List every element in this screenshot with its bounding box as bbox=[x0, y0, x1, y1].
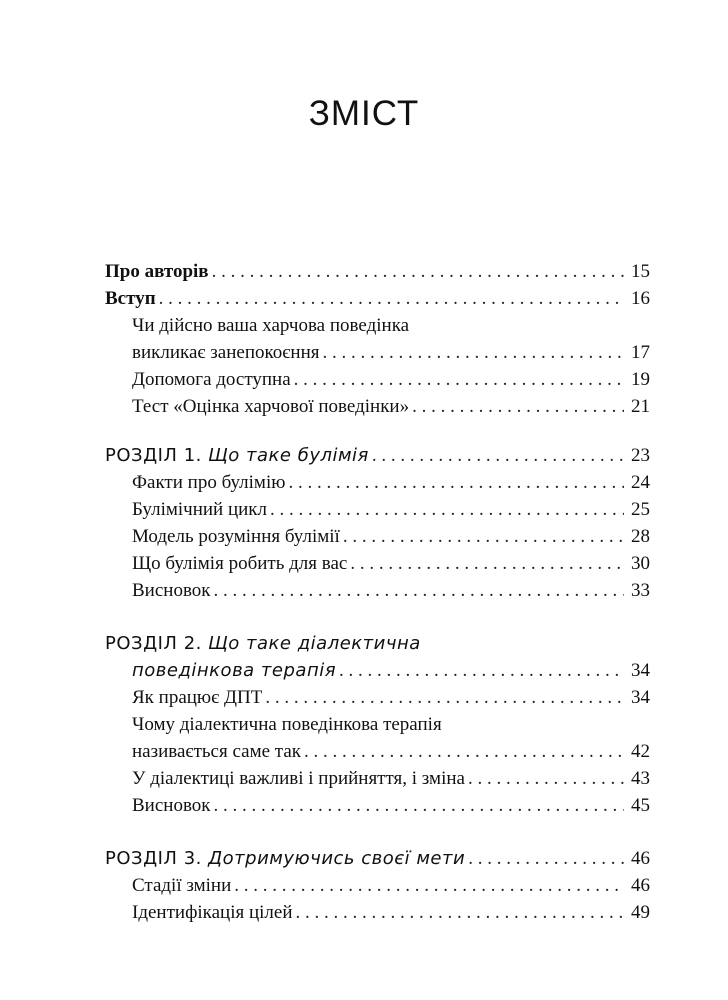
dot-leader bbox=[339, 657, 624, 684]
toc-page-number: 33 bbox=[631, 580, 650, 601]
toc-chapter-2-line1[interactable] bbox=[105, 630, 650, 657]
chapter-prefix: РОЗДІЛ 3. bbox=[105, 848, 202, 869]
toc-entry-help-available[interactable] bbox=[105, 366, 650, 393]
dot-leader bbox=[468, 765, 624, 792]
toc-page-number: 34 bbox=[631, 687, 650, 708]
toc-entry[interactable] bbox=[105, 899, 650, 926]
toc-entry[interactable] bbox=[105, 684, 650, 711]
chapter-heading bbox=[105, 630, 424, 657]
toc-entry-label: викликає занепокоєння bbox=[132, 342, 320, 363]
toc-entry[interactable] bbox=[105, 792, 650, 819]
dot-leader bbox=[214, 792, 624, 819]
toc-entry-label: Стадії зміни bbox=[132, 875, 232, 896]
dot-leader bbox=[265, 684, 624, 711]
toc-entry-label: У діалектиці важливі і прийняття, і зміна bbox=[132, 768, 465, 789]
toc-entry-concern[interactable] bbox=[105, 339, 650, 366]
toc-entry[interactable] bbox=[105, 496, 650, 523]
toc-entry-label: Що булімія робить для вас bbox=[132, 553, 348, 574]
toc-page-number: 15 bbox=[631, 261, 650, 282]
chapter-title-line2: поведінкова терапія bbox=[132, 660, 337, 681]
chapter-title: Дотримуючись своєї мети bbox=[208, 848, 466, 869]
toc-entry-test[interactable] bbox=[105, 393, 650, 420]
toc-entry-label: Як працює ДПТ bbox=[132, 687, 263, 708]
toc-page-number: 23 bbox=[631, 445, 650, 466]
chapter-heading bbox=[132, 657, 339, 684]
toc-entry-label-line1: Чи дійсно ваша харчова поведінка bbox=[132, 315, 410, 336]
toc-page-number: 24 bbox=[631, 472, 650, 493]
toc-entry-label: Висновок bbox=[132, 795, 211, 816]
toc-entry-about-authors[interactable] bbox=[105, 258, 650, 285]
toc-entry-label: називається саме так bbox=[132, 741, 301, 762]
dot-leader bbox=[350, 550, 624, 577]
dot-leader bbox=[212, 258, 624, 285]
toc-entry[interactable] bbox=[105, 765, 650, 792]
toc-page-number: 46 bbox=[631, 848, 650, 869]
toc-entry[interactable] bbox=[105, 469, 650, 496]
toc-entry[interactable] bbox=[105, 872, 650, 899]
dot-leader bbox=[412, 393, 624, 420]
toc-entry[interactable] bbox=[105, 523, 650, 550]
dot-leader bbox=[468, 845, 624, 872]
toc-chapter-3[interactable] bbox=[105, 845, 650, 872]
dot-leader bbox=[343, 523, 624, 550]
toc-entry-wrap-line[interactable] bbox=[105, 711, 650, 738]
dot-leader bbox=[372, 442, 624, 469]
toc-page-number: 30 bbox=[631, 553, 650, 574]
toc-entry-label: Тест «Оцінка харчової поведінки» bbox=[132, 396, 410, 417]
chapter-prefix: РОЗДІЛ 2. bbox=[105, 633, 202, 654]
toc-chapter-1[interactable] bbox=[105, 442, 650, 469]
toc-page-number: 49 bbox=[631, 902, 650, 923]
toc-entry-label: Про авторів bbox=[105, 261, 209, 282]
dot-leader bbox=[214, 577, 624, 604]
toc-page-number: 42 bbox=[631, 741, 650, 762]
toc-entry-introduction[interactable] bbox=[105, 285, 650, 312]
toc-page-number: 19 bbox=[631, 369, 650, 390]
toc-entry[interactable] bbox=[105, 550, 650, 577]
toc-entry-label: Ідентифікація цілей bbox=[132, 902, 293, 923]
chapter-title-line1: Що таке діалектична bbox=[208, 633, 421, 654]
dot-leader bbox=[270, 496, 624, 523]
toc-page-number: 21 bbox=[631, 396, 650, 417]
toc-entry[interactable] bbox=[105, 577, 650, 604]
toc-page-number: 17 bbox=[631, 342, 650, 363]
toc-page-number: 16 bbox=[631, 288, 650, 309]
dot-leader bbox=[323, 339, 624, 366]
table-of-contents bbox=[105, 258, 650, 926]
toc-entry-label: Булімічний цикл bbox=[132, 499, 268, 520]
toc-page-number: 25 bbox=[631, 499, 650, 520]
toc-page-number: 28 bbox=[631, 526, 650, 547]
dot-leader bbox=[159, 285, 624, 312]
toc-entry-label: Модель розуміння булімії bbox=[132, 526, 340, 547]
toc-entry-label: Висновок bbox=[132, 580, 211, 601]
toc-page-number: 34 bbox=[631, 660, 650, 681]
dot-leader bbox=[296, 899, 625, 926]
chapter-heading bbox=[105, 845, 468, 872]
toc-page-number: 46 bbox=[631, 875, 650, 896]
chapter-prefix: РОЗДІЛ 1. bbox=[105, 445, 202, 466]
toc-entry-label: Вступ bbox=[105, 288, 156, 309]
dot-leader bbox=[288, 469, 624, 496]
toc-entry-label-line1: Чому діалектична поведінкова терапія bbox=[132, 714, 442, 735]
chapter-heading bbox=[105, 442, 372, 469]
chapter-title: Що таке булімія bbox=[208, 445, 369, 466]
toc-chapter-2[interactable] bbox=[105, 657, 650, 684]
toc-entry-label: Допомога доступна bbox=[132, 369, 291, 390]
dot-leader bbox=[304, 738, 624, 765]
toc-entry-wrap-line[interactable] bbox=[105, 312, 650, 339]
dot-leader bbox=[294, 366, 624, 393]
page-title: ЗМІСТ bbox=[308, 94, 420, 133]
dot-leader bbox=[234, 872, 624, 899]
toc-page-number: 45 bbox=[631, 795, 650, 816]
toc-entry-label: Факти про булімію bbox=[132, 472, 286, 493]
toc-entry[interactable] bbox=[105, 738, 650, 765]
toc-page-number: 43 bbox=[631, 768, 650, 789]
